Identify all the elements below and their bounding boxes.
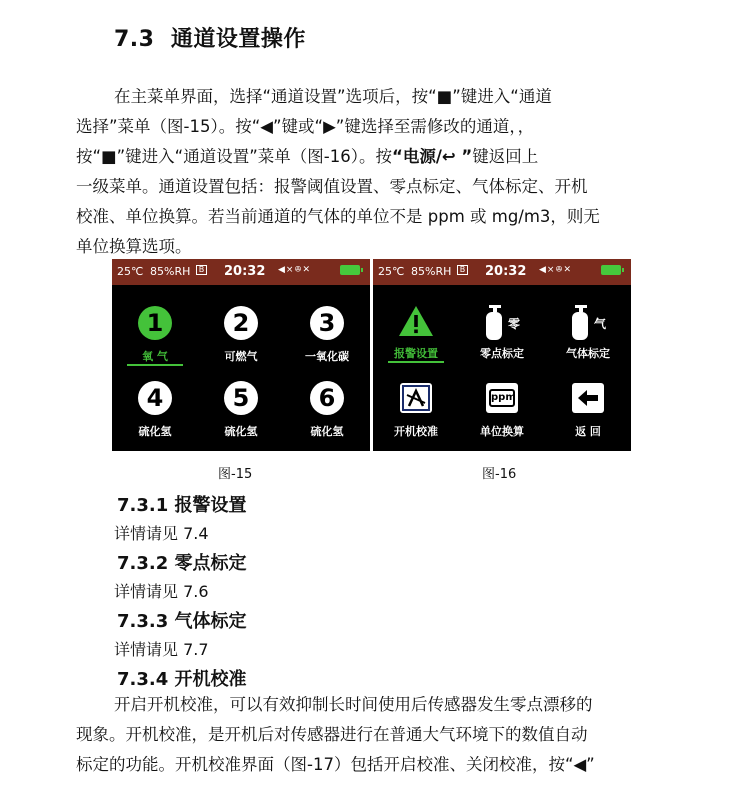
- calibration-paragraph: [76, 690, 658, 780]
- menu-label: 报警设置: [394, 347, 438, 360]
- gas-cylinder-gas-icon: [567, 303, 593, 341]
- gas-glyph: 气: [594, 317, 607, 331]
- channel-number: 1: [138, 306, 172, 340]
- channel-number: 5: [224, 381, 258, 415]
- menu-label: 单位换算: [480, 425, 524, 438]
- humidity: 85%RH: [150, 265, 191, 278]
- mode-indicator: B: [196, 265, 207, 275]
- channel-label: 可燃气: [224, 350, 258, 363]
- battery-icon: [601, 265, 621, 275]
- back-arrow-icon: [572, 383, 604, 413]
- menu-label: 开机校准: [394, 425, 438, 438]
- menu-label: 返 回: [575, 425, 601, 438]
- subsection-title: 7.3.3 气体标定: [117, 611, 247, 632]
- status-icons: ◀×ꔮ✕: [278, 265, 312, 275]
- warning-icon: [398, 305, 434, 337]
- fig16-screen: [373, 259, 631, 451]
- channel-number: 2: [224, 306, 258, 340]
- calib-line: 开启开机校准，可以有效抑制长时间使用后传感器发生零点漂移的: [114, 695, 593, 714]
- selection-underline: [388, 361, 444, 363]
- intro-line: 在主菜单界面，选择“通道设置”选项后，按“■”键进入“通道: [114, 87, 552, 106]
- subsection-note: 详情请见 7.7: [114, 640, 209, 659]
- intro-line: 一级菜单。通道设置包括：报警阈值设置、零点标定、气体标定、开机: [76, 177, 588, 196]
- ppm-glyph: ppm: [489, 389, 515, 407]
- humidity: 85%RH: [411, 265, 452, 278]
- clock: 20:32: [485, 264, 527, 279]
- menu-label: 气体标定: [566, 347, 610, 360]
- zero-glyph: 零: [508, 317, 521, 331]
- gas-cylinder-zero-icon: [481, 303, 507, 341]
- calib-line: 现象。开机校准，是开机后对传感器进行在普通大气环境下的数值自动: [76, 725, 588, 744]
- intro-line: 校准、单位换算。若当前通道的气体的单位不是 ppm 或 mg/m3，则无: [76, 207, 600, 226]
- channel-label: 硫化氢: [224, 425, 258, 438]
- fig15-screen: [112, 259, 370, 451]
- ppm-icon: [486, 383, 518, 413]
- channel-label: 硫化氢: [310, 425, 344, 438]
- channel-number: 4: [138, 381, 172, 415]
- temperature: 25℃: [117, 265, 144, 278]
- status-bar: [373, 259, 631, 285]
- calibrate-icon: [400, 383, 432, 413]
- channel-label: 一氧化碳: [305, 350, 349, 363]
- status-icons: ◀×ꔮ✕: [539, 265, 573, 275]
- subsection-title: 7.3.2 零点标定: [117, 553, 247, 574]
- clock: 20:32: [224, 264, 266, 279]
- channel-label: 氧 气: [142, 350, 168, 363]
- channel-number: 3: [310, 306, 344, 340]
- intro-line: 选择”菜单（图-15）。按“◀”键或“▶”键选择至需修改的通道，，: [76, 117, 535, 136]
- channel-label: 硫化氢: [138, 425, 172, 438]
- channel-number: 6: [310, 381, 344, 415]
- subsection-title: 7.3.4 开机校准: [117, 669, 247, 690]
- intro-paragraph: [76, 82, 658, 262]
- subsection-title: 7.3.1 报警设置: [117, 495, 247, 516]
- power-key-label: “电源/↩ ”: [391, 147, 473, 166]
- section-number: 7.3: [114, 27, 155, 52]
- intro-line: 单位换算选项。: [76, 237, 192, 256]
- battery-icon: [340, 265, 360, 275]
- calib-line: 标定的功能。开机校准界面（图-17）包括开启校准、关闭校准，按“◀”: [76, 755, 595, 774]
- mode-indicator: B: [457, 265, 468, 275]
- menu-label: 零点标定: [480, 347, 524, 360]
- subsection-note: 详情请见 7.6: [114, 582, 209, 601]
- status-bar: [112, 259, 370, 285]
- section-title: 通道设置操作: [170, 27, 306, 52]
- figure-caption: 图-16: [482, 467, 517, 482]
- figure-caption: 图-15: [218, 467, 253, 482]
- temperature: 25℃: [378, 265, 405, 278]
- selection-underline: [127, 364, 183, 366]
- subsection-note: 详情请见 7.4: [114, 524, 209, 543]
- section-heading: [114, 22, 306, 53]
- intro-line: 按“■”键进入“通道设置”菜单（图-16）。按“电源/↩ ”键返回上: [76, 147, 539, 166]
